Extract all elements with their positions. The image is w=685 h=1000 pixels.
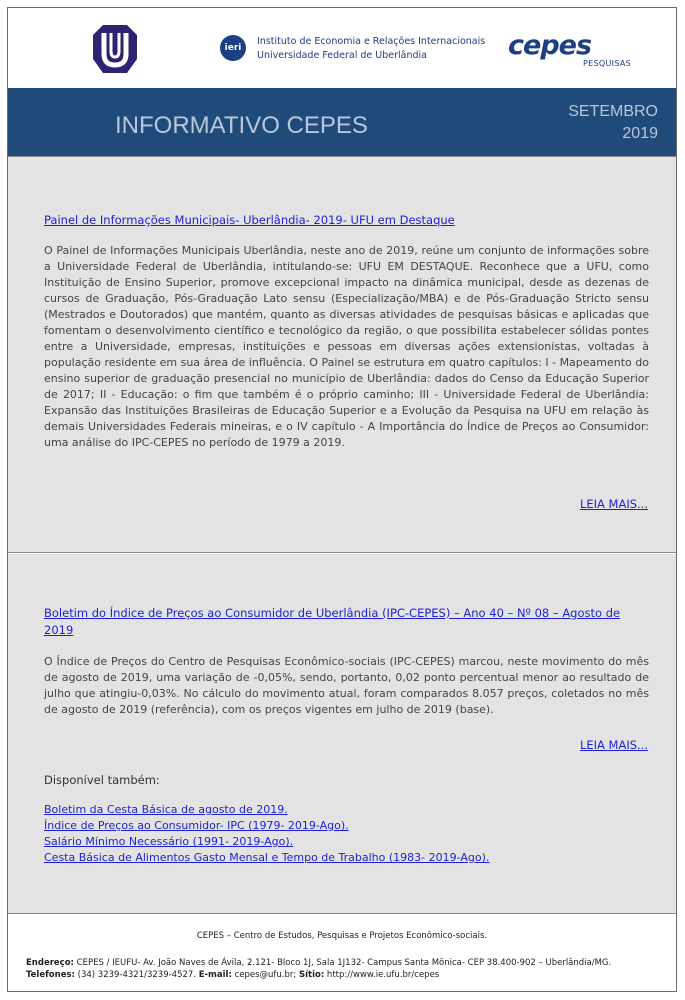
footer-site-label: Sítio: [298, 970, 325, 980]
issue-date [568, 101, 658, 145]
read-more-link-painel[interactable]: LEIA MAIS... [579, 497, 648, 511]
ieri-line-2: Universidade Federal de Uberlândia [257, 50, 427, 61]
ieri-badge-text: ieri [224, 43, 242, 53]
article-section-ipc [8, 554, 676, 914]
article-title-ipc[interactable]: Boletim do Índice de Preços ao Consumidor de Uberlândia (IPC-CEPES) – Ano 40 – Nº 08 – Agosto de 2019 [44, 606, 621, 637]
read-more-link-ipc[interactable]: LEIA MAIS... [579, 738, 648, 752]
footer-address-label: Endereço: [26, 958, 74, 968]
link-salario-minimo[interactable]: Salário Mínimo Necessário (1991- 2019-Ago). [44, 835, 294, 848]
footer [8, 914, 676, 991]
footer-contacts [26, 970, 439, 980]
logo-header [8, 8, 676, 86]
ufu-logo-icon [92, 24, 138, 74]
article-title-painel[interactable]: Painel de Informações Municipais- Uberlândia- 2019- UFU em Destaque [44, 213, 455, 227]
cepes-logo [508, 26, 633, 70]
issue-month: SETEMBRO [568, 103, 658, 120]
cepes-logo-word: cepes [508, 30, 592, 61]
footer-phones-label: Telefones: [26, 970, 75, 980]
footer-email-label: E-mail: [198, 970, 232, 980]
ieri-logo-icon [220, 35, 246, 61]
footer-site[interactable]: http://www.ie.ufu.br/cepes [324, 970, 440, 980]
footer-address [26, 958, 611, 968]
article-body-painel: O Painel de Informações Municipais Uberlândia, neste ano de 2019, reúne um conjunto de informações sobre a Universidade Federal de Uberlândia, intitulando-se: UFU EM DESTAQUE. Reconhece que a UFU, como Instituição de Ensino Superior, promove excepcional impacto na dinâmica municipal, desde as dezenas de cursos de Graduação, Pós-Graduação Lato sensu (Especialização/MBA) e de Pós-Graduação Stricto sensu (Mestrados e Doutorados) que mantém, quanto as diversas atividades de pesquisas básicas e aplicadas que fomentam o desenvolvimento científico e tecnológico da região, o que possibilita estabelecer sólidas pontes entre a Universidade, empresas, instituições e pessoas em diversas ações extensionistas, voltadas à população residente em sua área de influência. O Painel se estrutura em quatro capítulos: I - Mapeamento do ensino superior de graduação presencial no município de Uberlândia: dados do Censo da Educação Superior de 2017; II - Educação: o fim que também é o próprio caminho; III - Universidade Federal de Uberlândia: Expansão das Instituições Brasileiras de Educação Superior e a Evolução da Pesquisa na UFU em relação às demais Universidades Federais mineiras, e o IV capítulo - A Importância do Índice de Preços ao Consumidor: uma análise do IPC-CEPES no período de 1979 a 2019. [44, 244, 649, 449]
ieri-institution-name [257, 35, 485, 63]
also-available-heading: Disponível também: [44, 773, 160, 787]
also-available-list [44, 802, 489, 866]
footer-email[interactable]: cepes@ufu.br; [231, 970, 299, 980]
footer-address-text: CEPES / IEUFU- Av. João Naves de Ávila, 2.121- Bloco 1J, Sala 1J132- Campus Santa Mônica- CEP 38.400-902 – Uberlândia/MG. [73, 958, 612, 968]
article-section-painel [8, 156, 676, 553]
ieri-line-1: Instituto de Economia e Relações Internacionais [257, 36, 486, 47]
issue-year: 2019 [622, 125, 658, 142]
footer-phones: (34) 3239-4321/3239-4527. [74, 970, 199, 980]
link-cesta-basica[interactable]: Boletim da Cesta Básica de agosto de 2019. [44, 803, 288, 816]
newsletter-frame [7, 7, 677, 992]
newsletter-title: INFORMATIVO CEPES [115, 112, 368, 139]
cepes-logo-subtitle: PESQUISAS [583, 59, 631, 68]
article-body-ipc: O Índice de Preços do Centro de Pesquisas Econômico-sociais (IPC-CEPES) marcou, neste movimento do mês de agosto de 2019, uma variação de -0,05%, sendo, portanto, 0,02 ponto percentual menor ao resultado de julho que atingiu-0,03%. No cálculo do movimento atual, foram comparados 8.057 preços, coletados no mês de agosto de 2019 (referência), com os preços vigentes em julho de 2019 (base). [44, 655, 649, 716]
title-banner [8, 88, 676, 156]
link-ipc-series[interactable]: Índice de Preços ao Consumidor- IPC (1979- 2019-Ago). [44, 819, 349, 832]
link-cesta-gasto-mensal[interactable]: Cesta Básica de Alimentos Gasto Mensal e Tempo de Trabalho (1983- 2019-Ago). [44, 851, 490, 864]
footer-org-name: CEPES – Centro de Estudos, Pesquisas e Projetos Econômico-sociais. [196, 931, 488, 941]
